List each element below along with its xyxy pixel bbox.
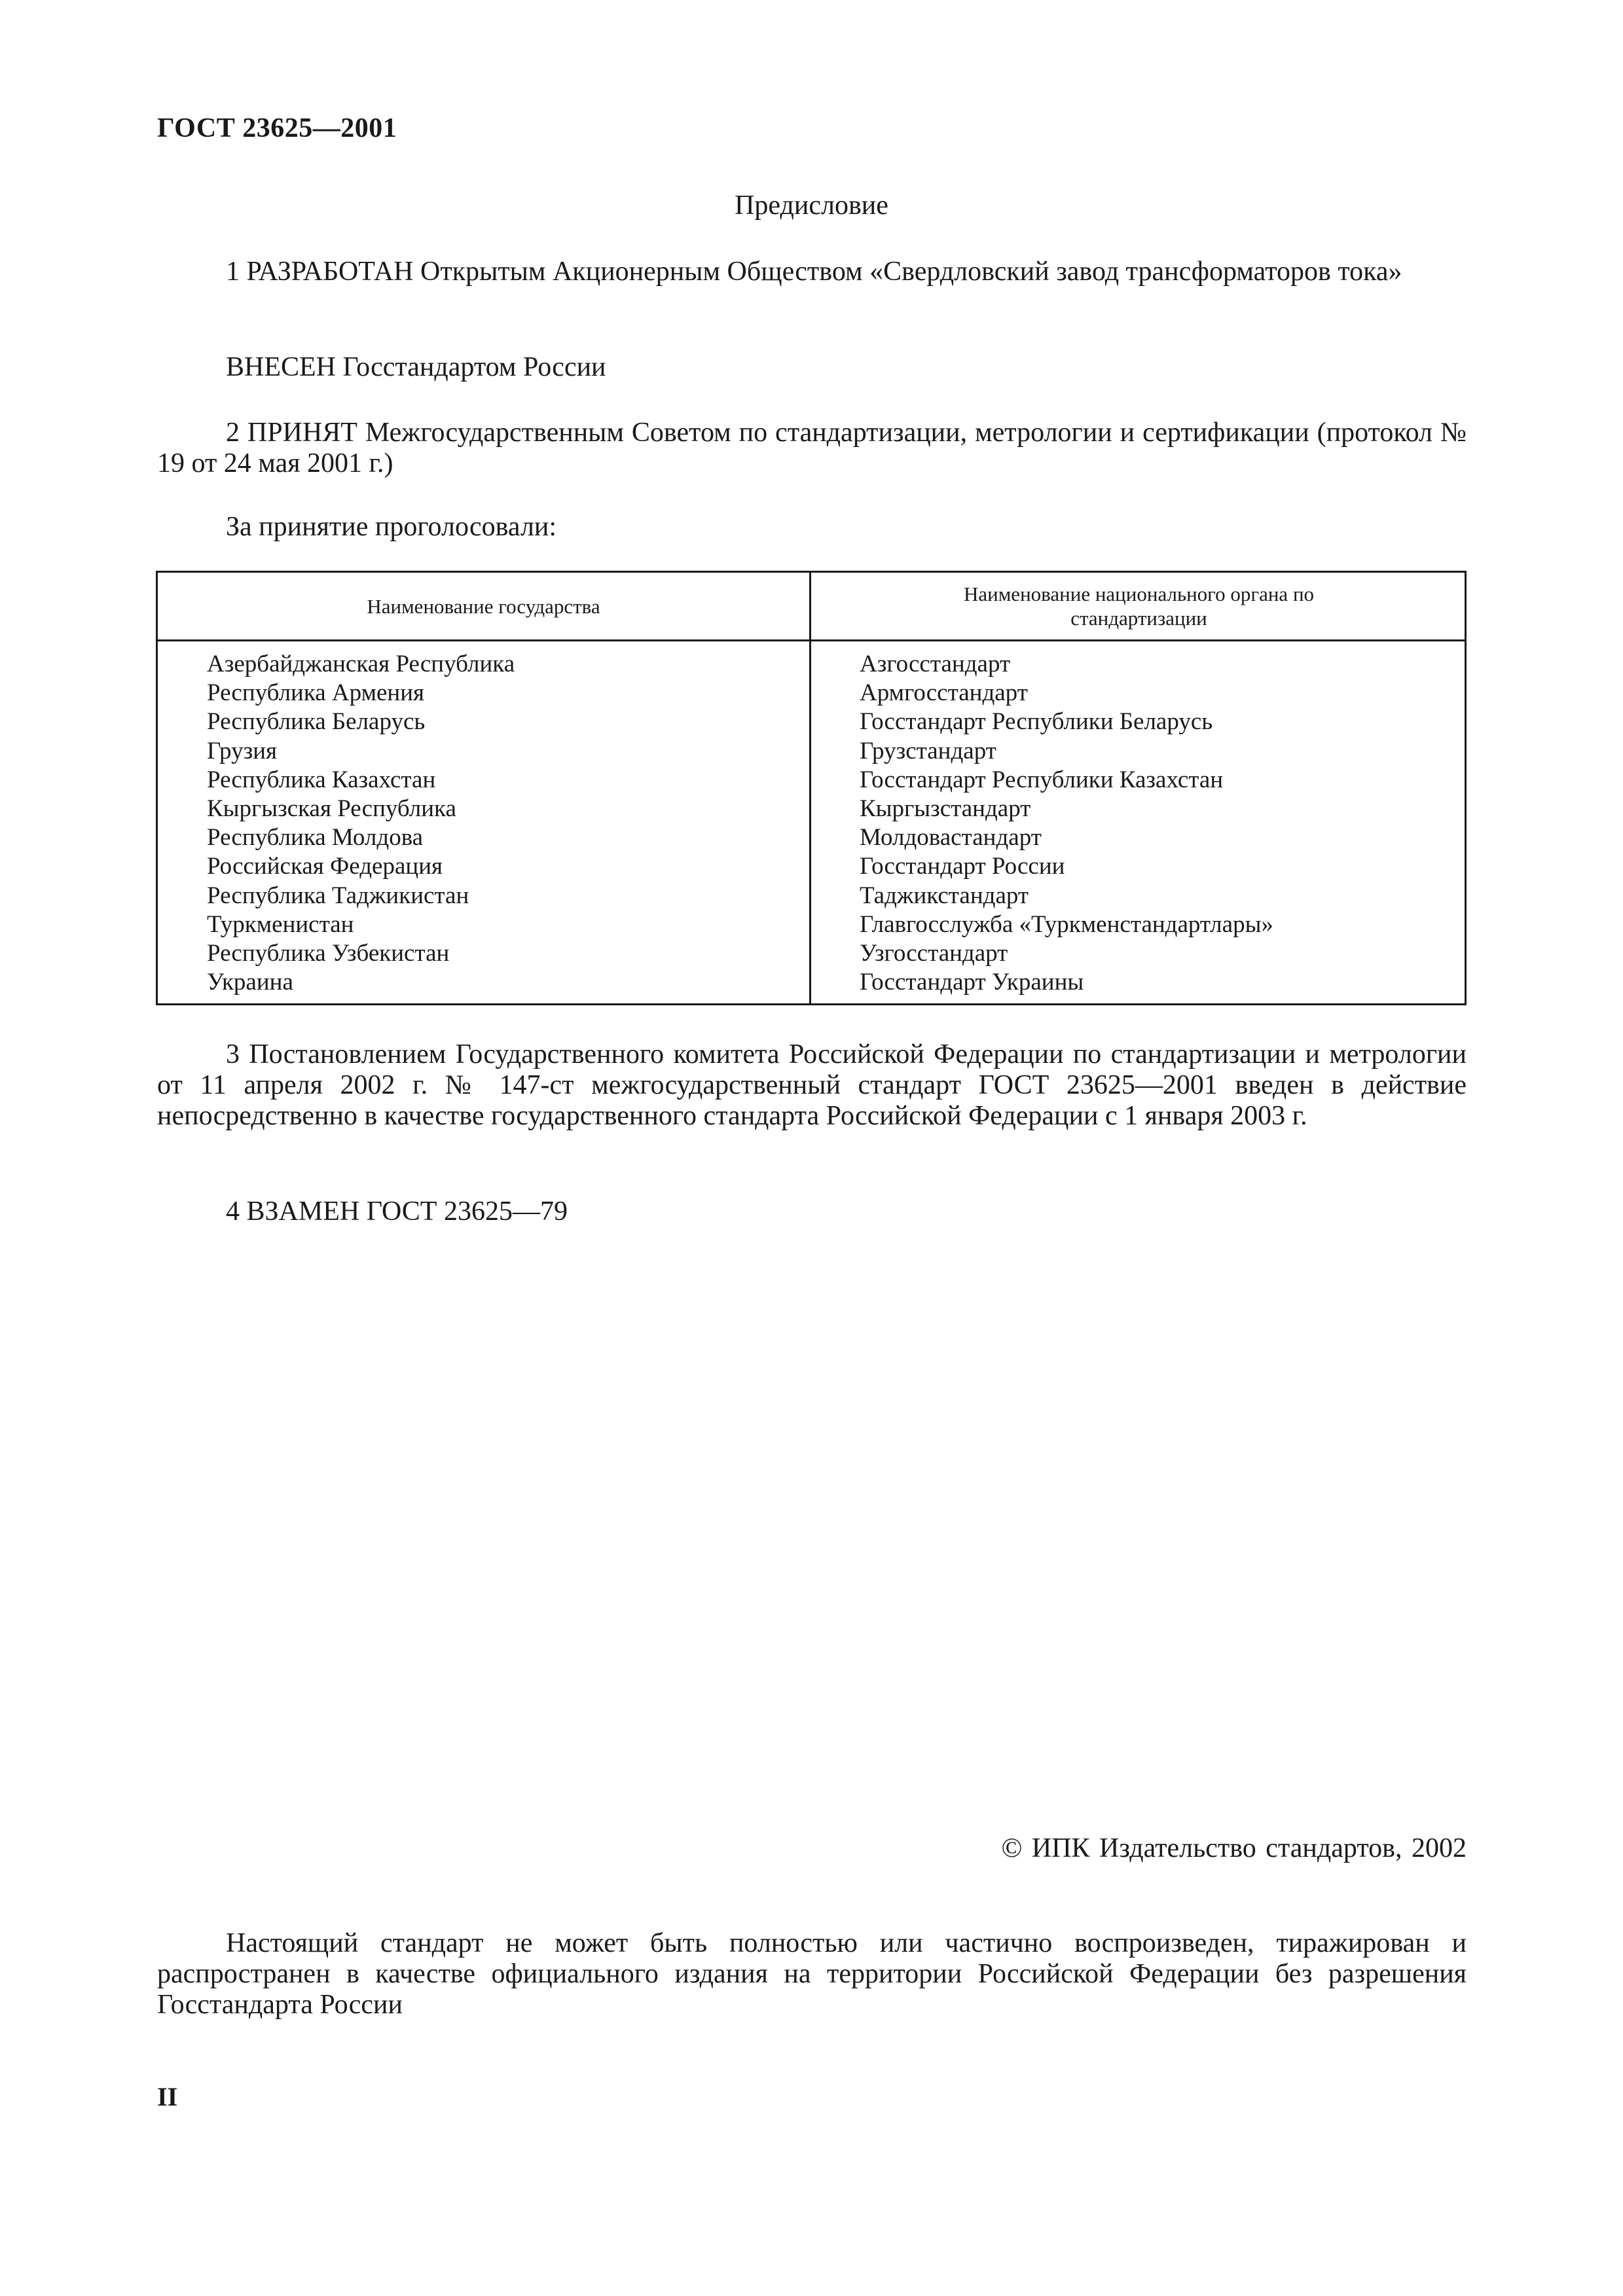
table-cell-state: Республика Молдова (207, 824, 424, 852)
table-cell-state: Российская Федерация (207, 853, 443, 880)
table-cell-state: Республика Беларусь (207, 708, 426, 736)
preface-title: Предисловие (735, 190, 888, 221)
table-header-state: Наименование государства (367, 594, 600, 618)
preface-item-4: 4 ВЗАМЕН ГОСТ 23625—79 (226, 1196, 568, 1227)
table-cell-national-body: Госстандарт Республики Казахстан (860, 766, 1224, 793)
document-code: ГОСТ 23625—2001 (157, 113, 397, 143)
table-cell-national-body: Азгосстандарт (860, 651, 1011, 677)
table-cell-state: Грузия (207, 737, 278, 764)
preface-introduced: ВНЕСЕН Госстандартом России (226, 352, 606, 382)
table-header-divider (158, 639, 1465, 641)
table-cell-national-body: Госстандарт Республики Беларусь (860, 708, 1213, 736)
table-cell-state: Кыргызская Республика (207, 795, 456, 823)
table-cell-national-body: Грузстандарт (860, 737, 996, 764)
table-cell-state: Украина (207, 969, 293, 996)
table-cell-national-body: Армгосстандарт (860, 679, 1028, 707)
preface-item-1: 1 РАЗРАБОТАН Открытым Акционерным Обществом «Свердловский завод трансформаторов тока» (226, 257, 1402, 287)
table-column-national-bodies (860, 650, 1273, 997)
preface-item-2: 2 ПРИНЯТ Межгосударственным Советом по стандартизации, метрологии и сертификации (протокол № 19 от 24 мая 2001 г.) (157, 418, 1467, 478)
voting-table (156, 571, 1467, 1005)
table-cell-national-body: Госстандарт России (860, 853, 1065, 880)
page-number: II (157, 2082, 178, 2111)
table-cell-state: Туркменистан (207, 910, 354, 938)
table-cell-national-body: Госстандарт Украины (860, 969, 1084, 996)
table-cell-national-body: Кыргызстандарт (860, 795, 1031, 823)
table-cell-state: Азербайджанская Республика (207, 651, 515, 677)
table-cell-national-body: Главгосслужба «Туркменстандартлары» (860, 910, 1273, 938)
table-cell-state: Республика Казахстан (207, 766, 436, 793)
preface-voted: За принятие проголосовали: (226, 512, 557, 542)
table-cell-national-body: Узгосстандарт (860, 940, 1008, 967)
table-cell-state: Республика Армения (207, 679, 425, 707)
reproduction-notice: Настоящий стандарт не может быть полностью или частично воспроизведен, тиражирован и распространен в качестве официального издания на территории Российской Федерации без разрешения Госстандарта России (157, 1928, 1467, 2020)
table-cell-national-body: Таджикстандарт (860, 882, 1029, 909)
table-cell-national-body: Молдовастандарт (860, 824, 1042, 852)
copyright-notice: © ИПК Издательство стандартов, 2002 (1001, 1833, 1467, 1863)
table-cell-state: Республика Узбекистан (207, 940, 450, 967)
table-cell-state: Республика Таджикистан (207, 882, 469, 909)
preface-item-3: 3 Постановлением Государственного комитета Российской Федерации по стандартизации и метрологии от 11 апреля 2002 г. № 147-ст межгосударственный стандарт ГОСТ 23625—2001 введен в действие непосредственно в качестве государственного стандарта Российской Федерации с 1 января 2003 г. (157, 1039, 1467, 1131)
table-header-national-body: Наименование национального органа по стандартизации (963, 583, 1315, 630)
table-column-states (207, 650, 515, 997)
